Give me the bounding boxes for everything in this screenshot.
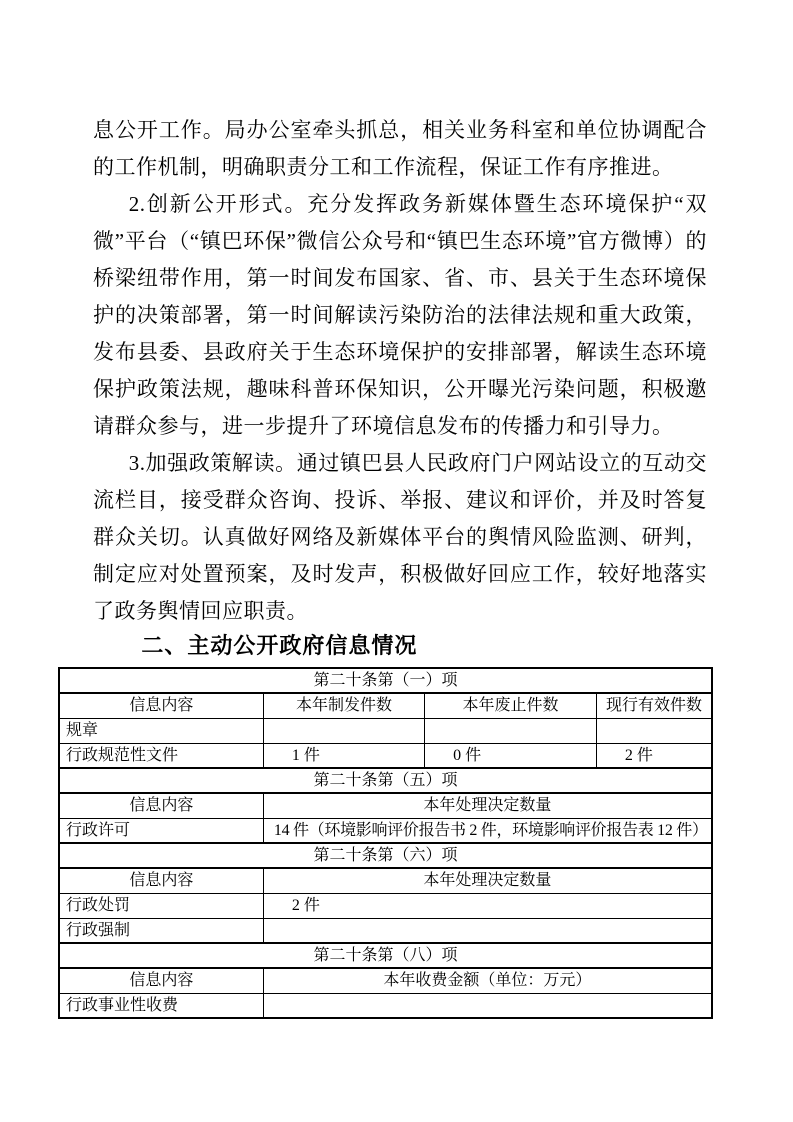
row-label-cell: 行政规范性文件 [59,743,263,768]
table-row [59,993,712,1018]
table-header-cell: 本年废止件数 [425,693,597,718]
table-header-row [59,693,712,718]
row-label-cell: 行政许可 [59,818,263,843]
table-header-row [59,868,712,893]
row-value-cell: 14 件（环境影响评价报告书 2 件，环境影响评价报告表 12 件） [263,818,712,843]
row-label-cell: 行政强制 [59,918,263,943]
row-value-cell: 1 件 [263,743,424,768]
table-row [59,893,712,918]
table-section-row [59,768,712,793]
table-header-cell: 信息内容 [59,693,263,718]
table-row [59,743,712,768]
body-paragraph: 2.创新公开形式。充分发挥政务新媒体暨生态环境保护“双微”平台（“镇巴环保”微信公众号和“镇巴生态环境”官方微博）的桥梁纽带作用，第一时间发布国家、省、市、县关于生态环境保护的决策部署，第一时间解读污染防治的法律法规和重大政策，发布县委、县政府关于生态环境保护的安排部署，解读生态环境保护政策法规，趣味科普环保知识，公开曝光污染问题，积极邀请群众参与，进一步提升了环境信息发布的传播力和引导力。 [93,192,707,438]
table-header-cell: 本年收费金额（单位：万元） [263,968,712,993]
row-value-cell [596,718,712,743]
row-value-cell [425,718,597,743]
row-label-cell: 行政处罚 [59,893,263,918]
table-section-row [59,943,712,968]
info-disclosure-table [58,667,713,1019]
table-section-title: 第二十条第（一）项 [59,668,712,693]
table-header-cell: 本年制发件数 [263,693,424,718]
body-paragraph: 息公开工作。局办公室牵头抓总，相关业务科室和单位协调配合的工作机制，明确职责分工和工作流程，保证工作有序推进。 [93,118,707,179]
table-header-row [59,793,712,818]
table-header-cell: 信息内容 [59,868,263,893]
table-header-cell: 本年处理决定数量 [263,793,712,818]
row-label-cell: 规章 [59,718,263,743]
table-row [59,818,712,843]
row-value-cell [263,993,712,1018]
table-header-row [59,968,712,993]
table-section-row [59,843,712,868]
row-label-cell: 行政事业性收费 [59,993,263,1018]
row-value-cell: 2 件 [596,743,712,768]
row-value-cell [263,718,424,743]
table-section-row [59,668,712,693]
table-section-title: 第二十条第（六）项 [59,843,712,868]
row-value-cell: 0 件 [425,743,597,768]
table-row [59,918,712,943]
section-heading: 二、主动公开政府信息情况 [141,633,418,658]
table-section-title: 第二十条第（八）项 [59,943,712,968]
table-header-cell: 现行有效件数 [596,693,712,718]
table-row [59,718,712,743]
body-paragraph: 3.加强政策解读。通过镇巴县人民政府门户网站设立的互动交流栏目，接受群众咨询、投诉、举报、建议和评价，并及时答复群众关切。认真做好网络及新媒体平台的舆情风险监测、研判，制定应对处置预案，及时发声，积极做好回应工作，较好地落实了政务舆情回应职责。 [93,451,707,623]
table-header-cell: 信息内容 [59,968,263,993]
row-value-cell: 2 件 [263,893,712,918]
table-header-cell: 信息内容 [59,793,263,818]
row-value-cell [263,918,712,943]
table-header-cell: 本年处理决定数量 [263,868,712,893]
table-section-title: 第二十条第（五）项 [59,768,712,793]
